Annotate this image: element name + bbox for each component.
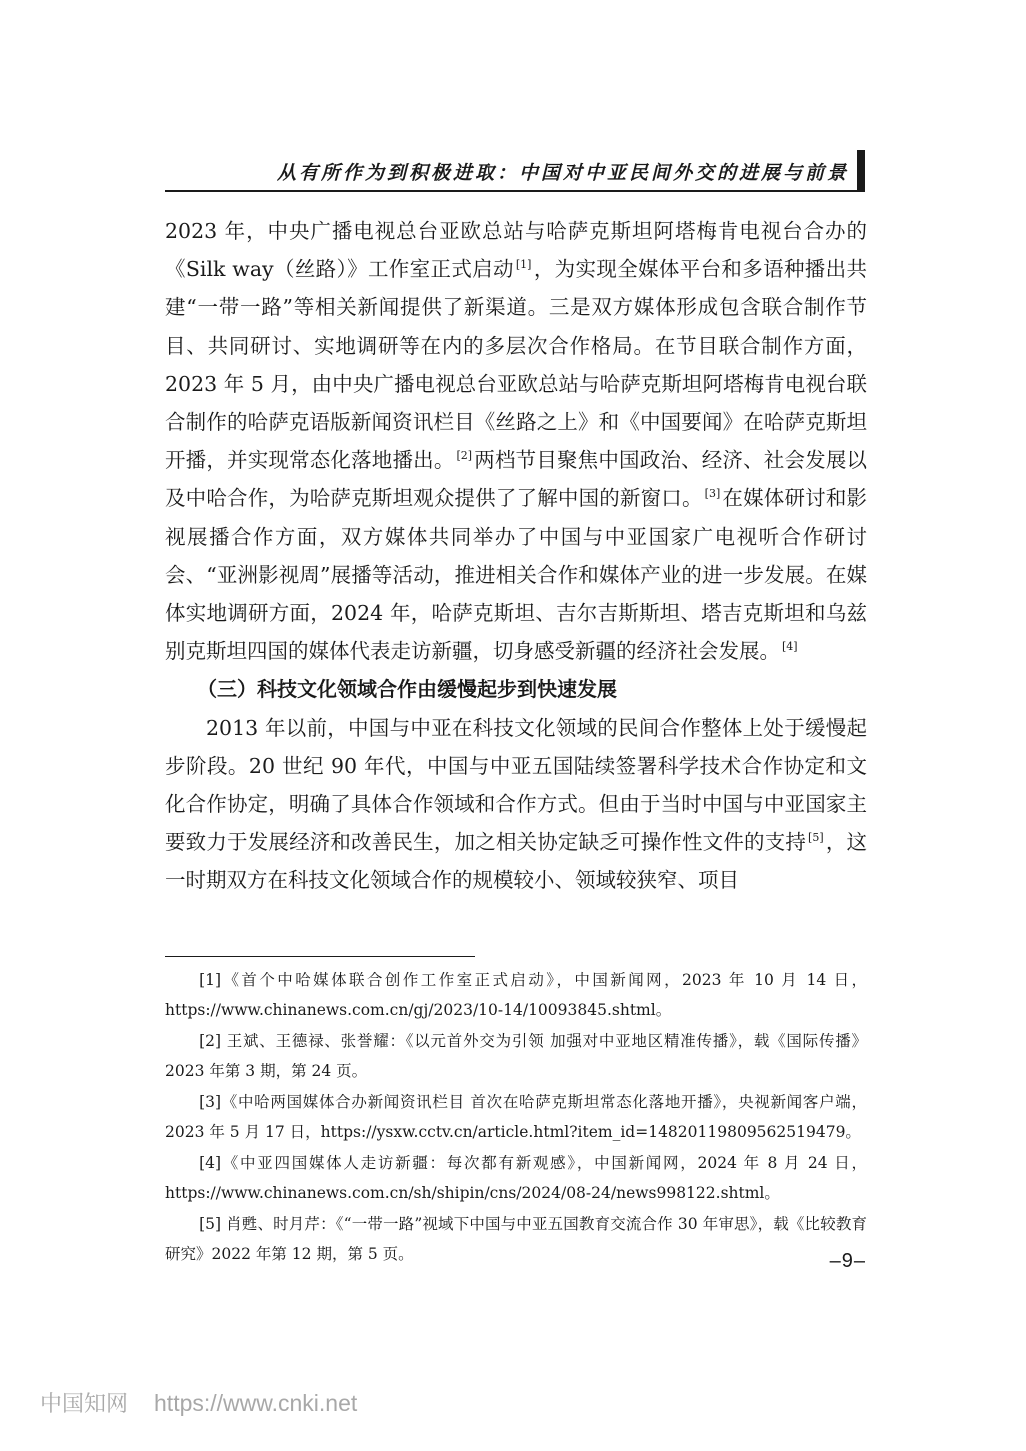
- footnote-marker: [2]: [199, 1032, 222, 1050]
- footnote-text: 《中亚四国媒体人走访新疆：每次都有新观感》，中国新闻网，2024 年 8 月 24 日，https://www.chinanews.com.cn/sh/shipin/cns/2024/08-24/news998122.shtml。: [165, 1154, 867, 1202]
- footnote-text: 肖甦、时月芹：《“一带一路”视域下中国与中亚五国教育交流合作 30 年审思》，载《比较教育研究》2022 年第 12 期，第 5 页。: [165, 1215, 867, 1263]
- text-run: 在媒体研讨和影视展播合作方面，双方媒体共同举办了中国与中亚国家广电视听合作研讨会、“亚洲影视周”展播等活动，推进相关合作和媒体产业的进一步发展。在媒体实地调研方面，2024 年，哈萨克斯坦、吉尔吉斯斯坦、塔吉克斯坦和乌兹别克斯坦四国的媒体代表走访新疆，切身感受新疆的经济社会发展。: [165, 486, 868, 664]
- watermark: [40, 1387, 357, 1418]
- text-run: ，为实现全媒体平台和多语种播出共建“一带一路”等相关新闻提供了新渠道。三是双方媒体形成包含联合制作节目、共同研讨、实地调研等在内的多层次合作格局。在节目联合制作方面，2023 年 5 月，由中央广播电视总台亚欧总站与哈萨克斯坦阿塔梅肯电视台联合制作的哈萨克语版新闻资讯栏目《丝路之上》和《中国要闻》在哈萨克斯坦开播，并实现常态化落地播出。: [165, 257, 867, 473]
- footnote-marker: [5]: [199, 1215, 222, 1233]
- watermark-site-name: 中国知网: [40, 1392, 129, 1417]
- footnote-divider: [165, 956, 475, 957]
- text-run: 2023 年，中央广播电视总台亚欧总站与哈萨克斯坦阿塔梅肯电视台合办的《Silk way（丝路）》工作室正式启动: [165, 219, 867, 282]
- body-text: [165, 212, 867, 900]
- body-paragraph: [165, 709, 867, 900]
- section-heading: （三）科技文化领域合作由缓慢起步到快速发展: [197, 677, 617, 702]
- footnote-item: [165, 966, 867, 1025]
- footnotes: [165, 966, 867, 1271]
- footnote-item: [165, 1088, 867, 1147]
- body-paragraph: [165, 212, 867, 670]
- footnote-item: [165, 1149, 867, 1208]
- citation-ref-5[interactable]: [5]: [808, 831, 824, 845]
- citation-ref-3[interactable]: [3]: [704, 487, 721, 501]
- running-header: [165, 150, 865, 192]
- citation-ref-1[interactable]: [1]: [515, 258, 532, 272]
- text-run: 2013 年以前，中国与中亚在科技文化领域的民间合作整体上处于缓慢起步阶段。20 世纪 90 年代，中国与中亚五国陆续签署科学技术合作协定和文化合作协定，明确了具体合作领域和合作方式。但由于当时中国与中亚国家主要致力于发展经济和改善民生，加之相关协定缺乏可操作性文件的支持: [165, 715, 867, 855]
- watermark-url[interactable]: https://www.cnki.net: [154, 1390, 358, 1416]
- text-run: 两档节目聚焦中国政治、经济、社会发展以及中哈合作，为哈萨克斯坦观众提供了了解中国的新窗口。: [165, 448, 868, 511]
- footnote-item: [165, 1210, 867, 1269]
- running-title: 从有所作为到积极进取：中国对中亚民间外交的进展与前景: [276, 162, 849, 184]
- footnote-marker: [3]: [199, 1093, 222, 1111]
- footnote-item: [165, 1027, 867, 1086]
- footnote-marker: [1]: [199, 971, 222, 989]
- footnote-marker: [4]: [199, 1154, 222, 1172]
- citation-ref-2[interactable]: [2]: [456, 449, 473, 463]
- citation-ref-4[interactable]: [4]: [782, 640, 798, 654]
- page-number: –9–: [829, 1250, 866, 1272]
- footnote-text: 《中哈两国媒体合办新闻资讯栏目 首次在哈萨克斯坦常态化落地开播》，央视新闻客户端，2023 年 5 月 17 日，https://ysxw.cctv.cn/article.html?item_id=14820119809562519479。: [165, 1093, 867, 1141]
- footnote-text: 王斌、王德禄、张誉耀：《以元首外交为引领 加强对中亚地区精准传播》，载《国际传播》2023 年第 3 期，第 24 页。: [165, 1032, 867, 1080]
- text-run: ，这一时期双方在科技文化领域合作的规模较小、领域较狭窄、项目: [165, 830, 867, 893]
- footnote-text: 《首个中哈媒体联合创作工作室正式启动》，中国新闻网，2023 年 10 月 14 日，https://www.chinanews.com.cn/gj/2023/10-14/10093845.shtml。: [165, 971, 867, 1019]
- header-bar: [857, 150, 865, 190]
